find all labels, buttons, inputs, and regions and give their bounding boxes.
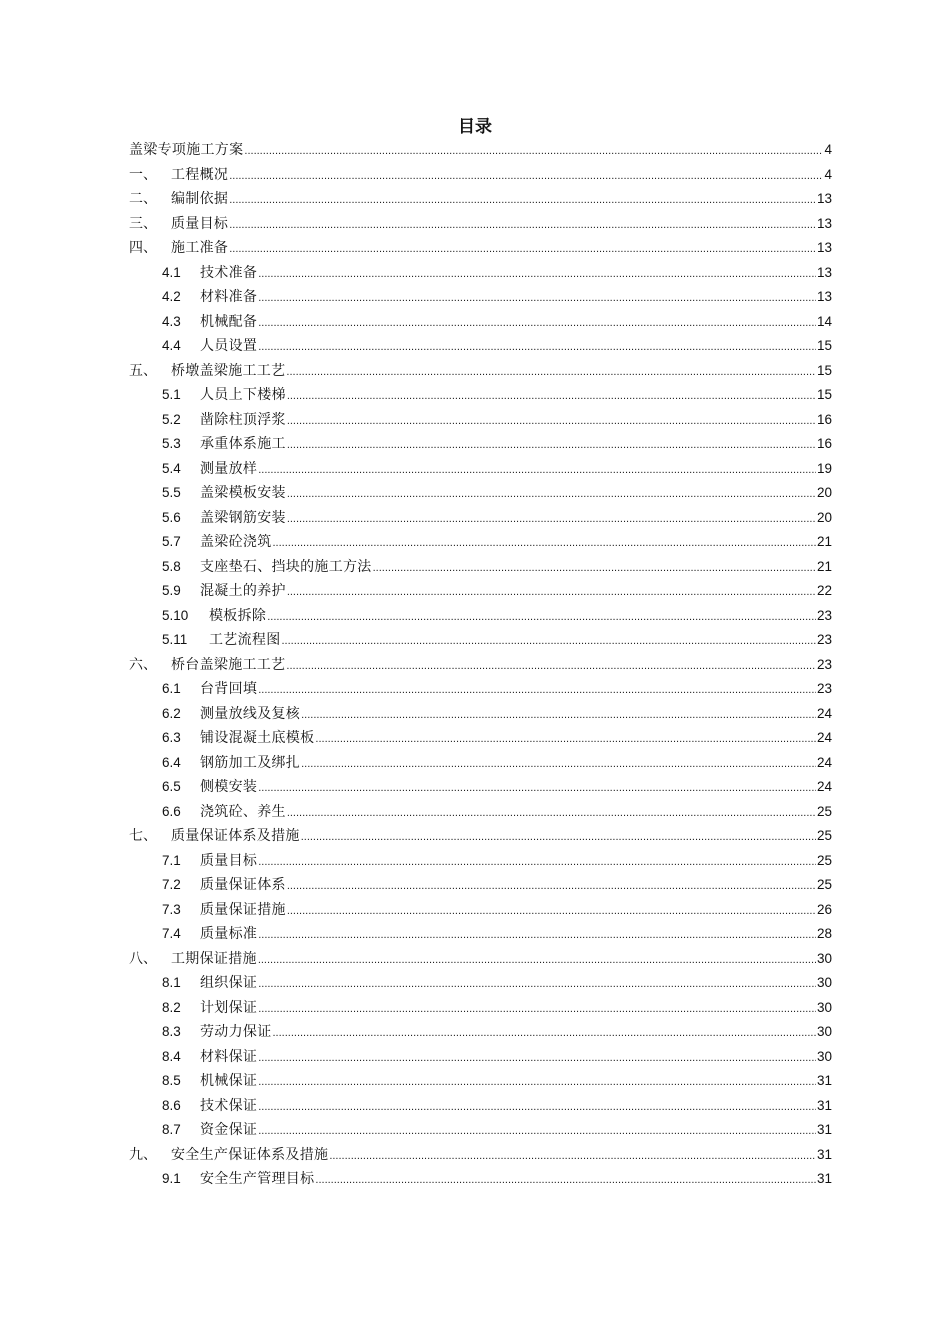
toc-entry-page: 31 bbox=[816, 1146, 832, 1162]
toc-entry[interactable] bbox=[129, 555, 832, 580]
toc-dot-leader bbox=[258, 335, 816, 360]
toc-entry-page: 13 bbox=[816, 264, 832, 280]
toc-entry-page: 23 bbox=[816, 607, 832, 623]
toc-entry[interactable] bbox=[129, 751, 832, 776]
toc-entry-page: 4 bbox=[824, 142, 832, 157]
toc-entry-page: 26 bbox=[816, 901, 832, 917]
toc-dot-leader bbox=[373, 556, 816, 581]
toc-entry-page: 24 bbox=[816, 705, 832, 721]
toc-entry[interactable] bbox=[129, 530, 832, 555]
toc-entry-page: 24 bbox=[816, 754, 832, 770]
toc-entry-page: 15 bbox=[816, 387, 832, 402]
toc-entry-number: 7.4 bbox=[162, 926, 181, 941]
toc-dot-leader bbox=[258, 997, 816, 1022]
toc-entry-page: 30 bbox=[816, 1048, 832, 1064]
toc-entry-number: 8.1 bbox=[162, 975, 181, 990]
toc-entry-page: 25 bbox=[816, 852, 832, 868]
toc-dot-leader bbox=[315, 727, 816, 752]
toc-entry-title: 技术准备 bbox=[200, 264, 258, 281]
toc-entry[interactable] bbox=[129, 432, 832, 457]
toc-entry[interactable] bbox=[129, 922, 832, 947]
toc-entry-page: 23 bbox=[816, 656, 832, 672]
toc-entry-title: 盖梁专项施工方案 bbox=[129, 142, 244, 158]
toc-entry-page: 25 bbox=[816, 803, 832, 819]
toc-dot-leader bbox=[267, 605, 816, 630]
toc-dot-leader bbox=[329, 1144, 816, 1169]
toc-entry-page: 31 bbox=[816, 1073, 832, 1088]
toc-entry-page: 28 bbox=[816, 926, 832, 941]
toc-entry-page: 31 bbox=[816, 1171, 832, 1186]
toc-entry[interactable] bbox=[129, 1167, 832, 1192]
toc-dot-leader bbox=[258, 311, 816, 336]
toc-entry-title: 质量保证体系 bbox=[200, 877, 286, 893]
toc-entry-title: 盖梁模板安装 bbox=[200, 485, 286, 501]
toc-entry-title: 侧模安装 bbox=[200, 779, 258, 795]
toc-entry-title: 质量保证措施 bbox=[200, 901, 286, 918]
toc-entry-title: 桥墩盖梁施工工艺 bbox=[171, 362, 286, 379]
toc-entry-number: 5.4 bbox=[162, 460, 181, 476]
toc-entry-number: 5.6 bbox=[162, 509, 181, 525]
toc-entry-number: 5.8 bbox=[162, 558, 181, 574]
toc-entry-title: 资金保证 bbox=[200, 1122, 258, 1138]
toc-entry-title: 材料保证 bbox=[200, 1048, 258, 1065]
toc-entry-number: 6.5 bbox=[162, 779, 181, 794]
toc-entry-title: 桥台盖梁施工工艺 bbox=[171, 656, 286, 673]
toc-entry[interactable] bbox=[129, 947, 832, 972]
toc-entry-page: 20 bbox=[816, 509, 832, 525]
toc-entry-number: 4.2 bbox=[162, 289, 181, 304]
toc-entry-title: 铺设混凝土底模板 bbox=[200, 730, 315, 746]
toc-entry-title: 技术保证 bbox=[200, 1097, 258, 1114]
toc-entry-number: 5.2 bbox=[162, 411, 181, 427]
toc-entry[interactable] bbox=[129, 1094, 832, 1119]
toc-entry[interactable] bbox=[129, 628, 832, 653]
toc-entry-title: 台背回填 bbox=[200, 681, 258, 697]
toc-entry-page: 24 bbox=[816, 779, 832, 794]
toc-dot-leader bbox=[258, 972, 816, 997]
toc-entry[interactable] bbox=[129, 310, 832, 335]
toc-entry-number: 7.3 bbox=[162, 901, 181, 917]
toc-entry-page: 30 bbox=[816, 975, 832, 990]
toc-entry[interactable] bbox=[129, 898, 832, 923]
toc-entry-number: 七、 bbox=[129, 828, 157, 844]
toc-entry-title: 人员设置 bbox=[200, 338, 258, 354]
toc-entry[interactable] bbox=[129, 138, 832, 163]
toc-entry[interactable] bbox=[129, 873, 832, 898]
toc-entry-page: 24 bbox=[816, 730, 832, 745]
toc-entry-page: 21 bbox=[816, 534, 832, 549]
toc-dot-leader bbox=[287, 409, 816, 434]
toc-entry-title: 测量放线及复核 bbox=[200, 705, 301, 722]
toc-dot-leader bbox=[315, 1168, 816, 1193]
toc-entry-number: 四、 bbox=[129, 240, 157, 256]
toc-entry-number: 7.1 bbox=[162, 852, 181, 868]
toc-dot-leader bbox=[258, 286, 816, 311]
toc-entry[interactable] bbox=[129, 236, 832, 261]
toc-entry-title: 机械保证 bbox=[200, 1073, 258, 1089]
toc-entry-number: 6.1 bbox=[162, 681, 181, 696]
toc-entry-number: 8.7 bbox=[162, 1122, 181, 1137]
toc-entry-number: 5.7 bbox=[162, 534, 181, 549]
toc-entry-title: 模板拆除 bbox=[209, 607, 267, 624]
toc-entry-title: 工艺流程图 bbox=[209, 632, 281, 648]
toc-dot-leader bbox=[229, 164, 823, 189]
toc-entry-page: 19 bbox=[816, 460, 832, 476]
toc-dot-leader bbox=[258, 776, 816, 801]
toc-entry[interactable] bbox=[129, 996, 832, 1021]
toc-entry-title: 混凝土的养护 bbox=[200, 583, 286, 599]
toc-entry-number: 八、 bbox=[129, 950, 157, 967]
toc-dot-leader bbox=[258, 923, 816, 948]
toc-entry-title: 人员上下楼梯 bbox=[200, 387, 286, 403]
table-of-contents bbox=[129, 138, 832, 1192]
toc-entry-number: 5.3 bbox=[162, 436, 181, 451]
toc-entry-page: 31 bbox=[816, 1097, 832, 1113]
toc-entry-number: 4.4 bbox=[162, 338, 181, 353]
toc-entry-title: 质量标准 bbox=[200, 926, 258, 942]
toc-entry-page: 25 bbox=[816, 877, 832, 892]
toc-entry-page: 23 bbox=[816, 681, 832, 696]
toc-entry-title: 测量放样 bbox=[200, 460, 258, 477]
toc-entry[interactable] bbox=[129, 726, 832, 751]
toc-entry-page: 22 bbox=[816, 583, 832, 598]
toc-entry-title: 材料准备 bbox=[200, 289, 258, 305]
toc-entry-number: 8.3 bbox=[162, 1024, 181, 1039]
toc-entry-title: 凿除柱顶浮浆 bbox=[200, 411, 286, 428]
toc-entry[interactable] bbox=[129, 359, 832, 384]
toc-dot-leader bbox=[258, 458, 816, 483]
toc-entry[interactable] bbox=[129, 506, 832, 531]
toc-dot-leader bbox=[301, 703, 816, 728]
toc-entry[interactable] bbox=[129, 187, 832, 212]
toc-entry-number: 8.5 bbox=[162, 1073, 181, 1088]
toc-entry[interactable] bbox=[129, 849, 832, 874]
toc-dot-leader bbox=[273, 1021, 816, 1046]
toc-entry-page: 20 bbox=[816, 485, 832, 500]
toc-entry-number: 6.6 bbox=[162, 803, 181, 819]
toc-entry-title: 承重体系施工 bbox=[200, 436, 286, 452]
toc-entry[interactable] bbox=[129, 702, 832, 727]
toc-dot-leader bbox=[301, 825, 816, 850]
toc-entry-number: 九、 bbox=[129, 1146, 157, 1163]
toc-entry-number: 7.2 bbox=[162, 877, 181, 892]
toc-entry-number: 5.9 bbox=[162, 583, 181, 598]
toc-entry-page: 16 bbox=[816, 436, 832, 451]
toc-entry[interactable] bbox=[129, 653, 832, 678]
toc-entry[interactable] bbox=[129, 971, 832, 996]
toc-entry-number: 5.11 bbox=[162, 632, 188, 647]
toc-dot-leader bbox=[258, 1046, 816, 1071]
toc-entry-page: 23 bbox=[816, 632, 832, 647]
toc-entry[interactable] bbox=[129, 775, 832, 800]
toc-dot-leader bbox=[273, 531, 816, 556]
toc-entry-page: 30 bbox=[816, 1024, 832, 1039]
toc-entry-page: 13 bbox=[816, 289, 832, 304]
toc-entry[interactable] bbox=[129, 677, 832, 702]
toc-entry-page: 13 bbox=[816, 240, 832, 255]
toc-entry-title: 浇筑砼、养生 bbox=[200, 803, 286, 820]
toc-entry-number: 4.3 bbox=[162, 313, 181, 329]
toc-entry-number: 8.6 bbox=[162, 1097, 181, 1113]
toc-entry-page: 30 bbox=[816, 950, 832, 966]
toc-dot-leader bbox=[287, 580, 816, 605]
toc-entry-page: 16 bbox=[816, 411, 832, 427]
toc-dot-leader bbox=[286, 654, 816, 679]
toc-entry-number: 三、 bbox=[129, 215, 157, 232]
toc-entry-page: 15 bbox=[816, 338, 832, 353]
toc-dot-leader bbox=[287, 507, 816, 532]
toc-entry[interactable] bbox=[129, 408, 832, 433]
toc-dot-leader bbox=[287, 801, 816, 826]
toc-entry-page: 14 bbox=[816, 313, 832, 329]
toc-entry-title: 安全生产管理目标 bbox=[200, 1171, 315, 1187]
toc-entry-number: 5.10 bbox=[162, 607, 189, 623]
toc-entry-page: 13 bbox=[816, 215, 832, 231]
toc-entry-number: 9.1 bbox=[162, 1171, 181, 1186]
toc-entry-number: 六、 bbox=[129, 656, 157, 673]
toc-entry-number: 5.5 bbox=[162, 485, 181, 500]
toc-dot-leader bbox=[287, 874, 816, 899]
toc-entry[interactable] bbox=[129, 1045, 832, 1070]
toc-entry-page: 15 bbox=[816, 362, 832, 378]
toc-entry-title: 组织保证 bbox=[200, 975, 258, 991]
toc-entry-number: 6.3 bbox=[162, 730, 181, 745]
toc-entry-title: 施工准备 bbox=[171, 240, 229, 256]
toc-entry[interactable] bbox=[129, 800, 832, 825]
toc-entry-page: 31 bbox=[816, 1122, 832, 1137]
toc-dot-leader bbox=[258, 678, 816, 703]
toc-dot-leader bbox=[229, 213, 816, 238]
toc-dot-leader bbox=[287, 482, 816, 507]
toc-entry-title: 盖梁钢筋安装 bbox=[200, 509, 286, 526]
toc-entry-page: 21 bbox=[816, 558, 832, 574]
toc-entry[interactable] bbox=[129, 824, 832, 849]
toc-entry[interactable] bbox=[129, 1118, 832, 1143]
toc-entry[interactable] bbox=[129, 1069, 832, 1094]
toc-entry-number: 二、 bbox=[129, 191, 157, 207]
toc-dot-leader bbox=[287, 433, 816, 458]
toc-entry-title: 质量目标 bbox=[200, 852, 258, 869]
toc-entry[interactable] bbox=[129, 285, 832, 310]
toc-entry-title: 计划保证 bbox=[200, 999, 258, 1016]
toc-entry[interactable] bbox=[129, 481, 832, 506]
toc-entry-title: 安全生产保证体系及措施 bbox=[171, 1146, 329, 1163]
toc-entry-title: 盖梁砼浇筑 bbox=[200, 534, 272, 550]
toc-entry[interactable] bbox=[129, 457, 832, 482]
toc-dot-leader bbox=[258, 262, 816, 287]
toc-dot-leader bbox=[258, 1070, 816, 1095]
toc-dot-leader bbox=[258, 1095, 816, 1120]
toc-entry-number: 8.4 bbox=[162, 1048, 181, 1064]
toc-entry-title: 劳动力保证 bbox=[200, 1024, 272, 1040]
toc-entry[interactable] bbox=[129, 1020, 832, 1045]
toc-entry-title: 支座垫石、挡块的施工方法 bbox=[200, 558, 372, 575]
toc-dot-leader bbox=[229, 188, 816, 213]
toc-entry[interactable] bbox=[129, 1143, 832, 1168]
toc-dot-leader bbox=[258, 850, 816, 875]
toc-entry[interactable] bbox=[129, 261, 832, 286]
toc-dot-leader bbox=[229, 237, 816, 262]
toc-entry-number: 4.1 bbox=[162, 264, 181, 280]
toc-entry-number: 五、 bbox=[129, 362, 157, 379]
toc-entry-number: 一、 bbox=[129, 166, 157, 183]
toc-entry-page: 25 bbox=[816, 828, 832, 843]
toc-entry-number: 8.2 bbox=[162, 999, 181, 1015]
toc-entry-page: 13 bbox=[816, 191, 832, 206]
toc-entry-title: 质量目标 bbox=[171, 215, 229, 232]
toc-entry-page: 30 bbox=[816, 999, 832, 1015]
toc-entry-number: 6.4 bbox=[162, 754, 181, 770]
toc-entry[interactable] bbox=[129, 604, 832, 629]
toc-dot-leader bbox=[244, 139, 823, 164]
toc-title: 目录 bbox=[458, 117, 492, 137]
toc-entry-title: 钢筋加工及绑扎 bbox=[200, 754, 301, 771]
toc-entry-title: 工程概况 bbox=[171, 166, 229, 183]
toc-entry[interactable] bbox=[129, 579, 832, 604]
toc-dot-leader bbox=[301, 752, 816, 777]
toc-dot-leader bbox=[287, 384, 816, 409]
toc-entry[interactable] bbox=[129, 334, 832, 359]
toc-entry-number: 5.1 bbox=[162, 387, 181, 402]
toc-dot-leader bbox=[282, 629, 816, 654]
toc-dot-leader bbox=[287, 899, 816, 924]
toc-dot-leader bbox=[286, 360, 816, 385]
toc-entry-number: 6.2 bbox=[162, 705, 181, 721]
toc-entry[interactable] bbox=[129, 383, 832, 408]
toc-entry-title: 质量保证体系及措施 bbox=[171, 828, 300, 844]
toc-entry[interactable] bbox=[129, 212, 832, 237]
toc-entry-title: 机械配备 bbox=[200, 313, 258, 330]
toc-entry-title: 编制依据 bbox=[171, 191, 229, 207]
toc-entry-title: 工期保证措施 bbox=[171, 950, 257, 967]
toc-entry-page: 4 bbox=[824, 166, 832, 182]
toc-dot-leader bbox=[258, 948, 816, 973]
toc-entry[interactable] bbox=[129, 163, 832, 188]
toc-dot-leader bbox=[258, 1119, 816, 1144]
